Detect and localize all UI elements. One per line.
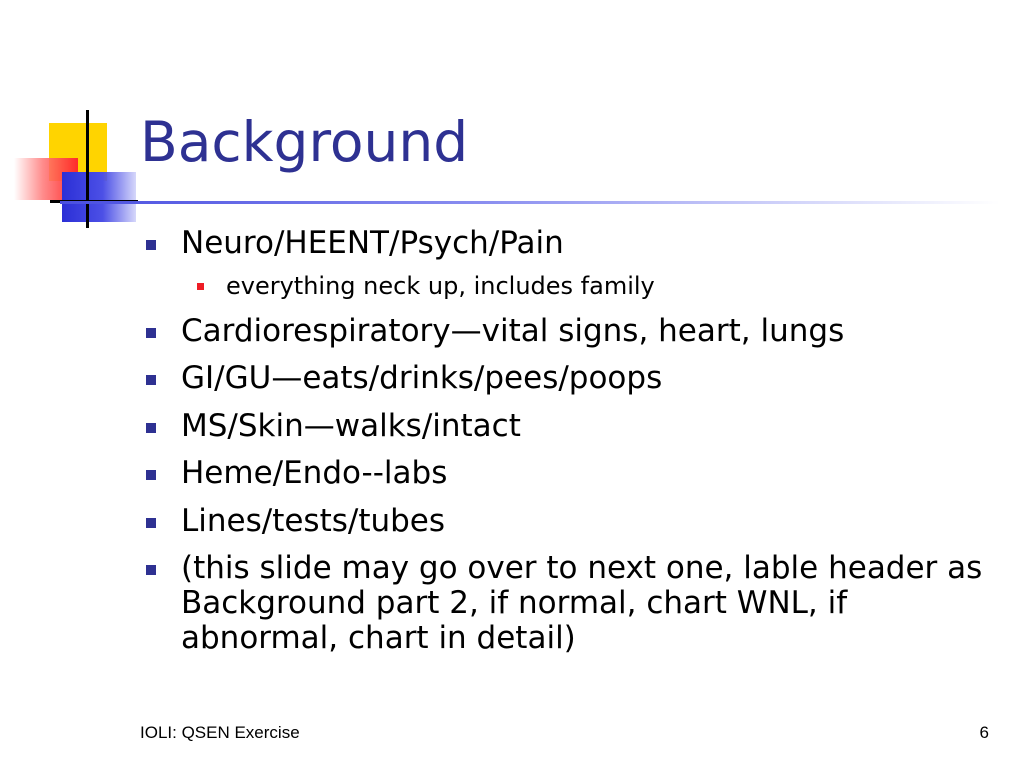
square-bullet-icon bbox=[146, 240, 156, 250]
square-bullet-icon bbox=[146, 375, 156, 385]
square-bullet-icon bbox=[146, 423, 156, 433]
bullet-item bbox=[146, 409, 1006, 444]
bullet-item bbox=[146, 361, 1006, 396]
bullet-text: Neuro/HEENT/Psych/Pain bbox=[181, 225, 564, 261]
bullet-item bbox=[146, 226, 1006, 261]
sub-bullet-item bbox=[146, 272, 1006, 300]
bullet-item bbox=[146, 314, 1006, 349]
red-square-bullet-icon bbox=[197, 283, 204, 290]
bullet-text: (this slide may go over to next one, lable header as Background part 2, if normal, chart WNL, if abnormal, chart in detail) bbox=[181, 550, 983, 656]
page-number: 6 bbox=[979, 723, 989, 742]
square-bullet-icon bbox=[146, 518, 156, 528]
bullet-text: GI/GU—eats/drinks/pees/poops bbox=[181, 360, 663, 396]
bullet-text: Heme/Endo--labs bbox=[181, 455, 448, 491]
ornament-blue-gradient bbox=[62, 172, 136, 222]
square-bullet-icon bbox=[146, 470, 156, 480]
bullet-item bbox=[146, 456, 1006, 491]
slide-title: Background bbox=[140, 110, 469, 174]
ornament-vertical-line bbox=[86, 110, 89, 228]
square-bullet-icon bbox=[146, 328, 156, 338]
bullet-text: MS/Skin—walks/intact bbox=[181, 407, 521, 444]
bullet-text: Lines/tests/tubes bbox=[181, 502, 446, 539]
title-underline-rule bbox=[60, 201, 1000, 204]
bullet-item bbox=[146, 504, 1006, 539]
bullet-list bbox=[146, 226, 1006, 669]
square-bullet-icon bbox=[146, 565, 156, 575]
footer-caption: IOLI: QSEN Exercise bbox=[140, 723, 300, 742]
bullet-text: Cardiorespiratory—vital signs, heart, lungs bbox=[181, 312, 845, 349]
sub-bullet-text: everything neck up, includes family bbox=[226, 271, 655, 300]
bullet-item bbox=[146, 551, 1006, 656]
